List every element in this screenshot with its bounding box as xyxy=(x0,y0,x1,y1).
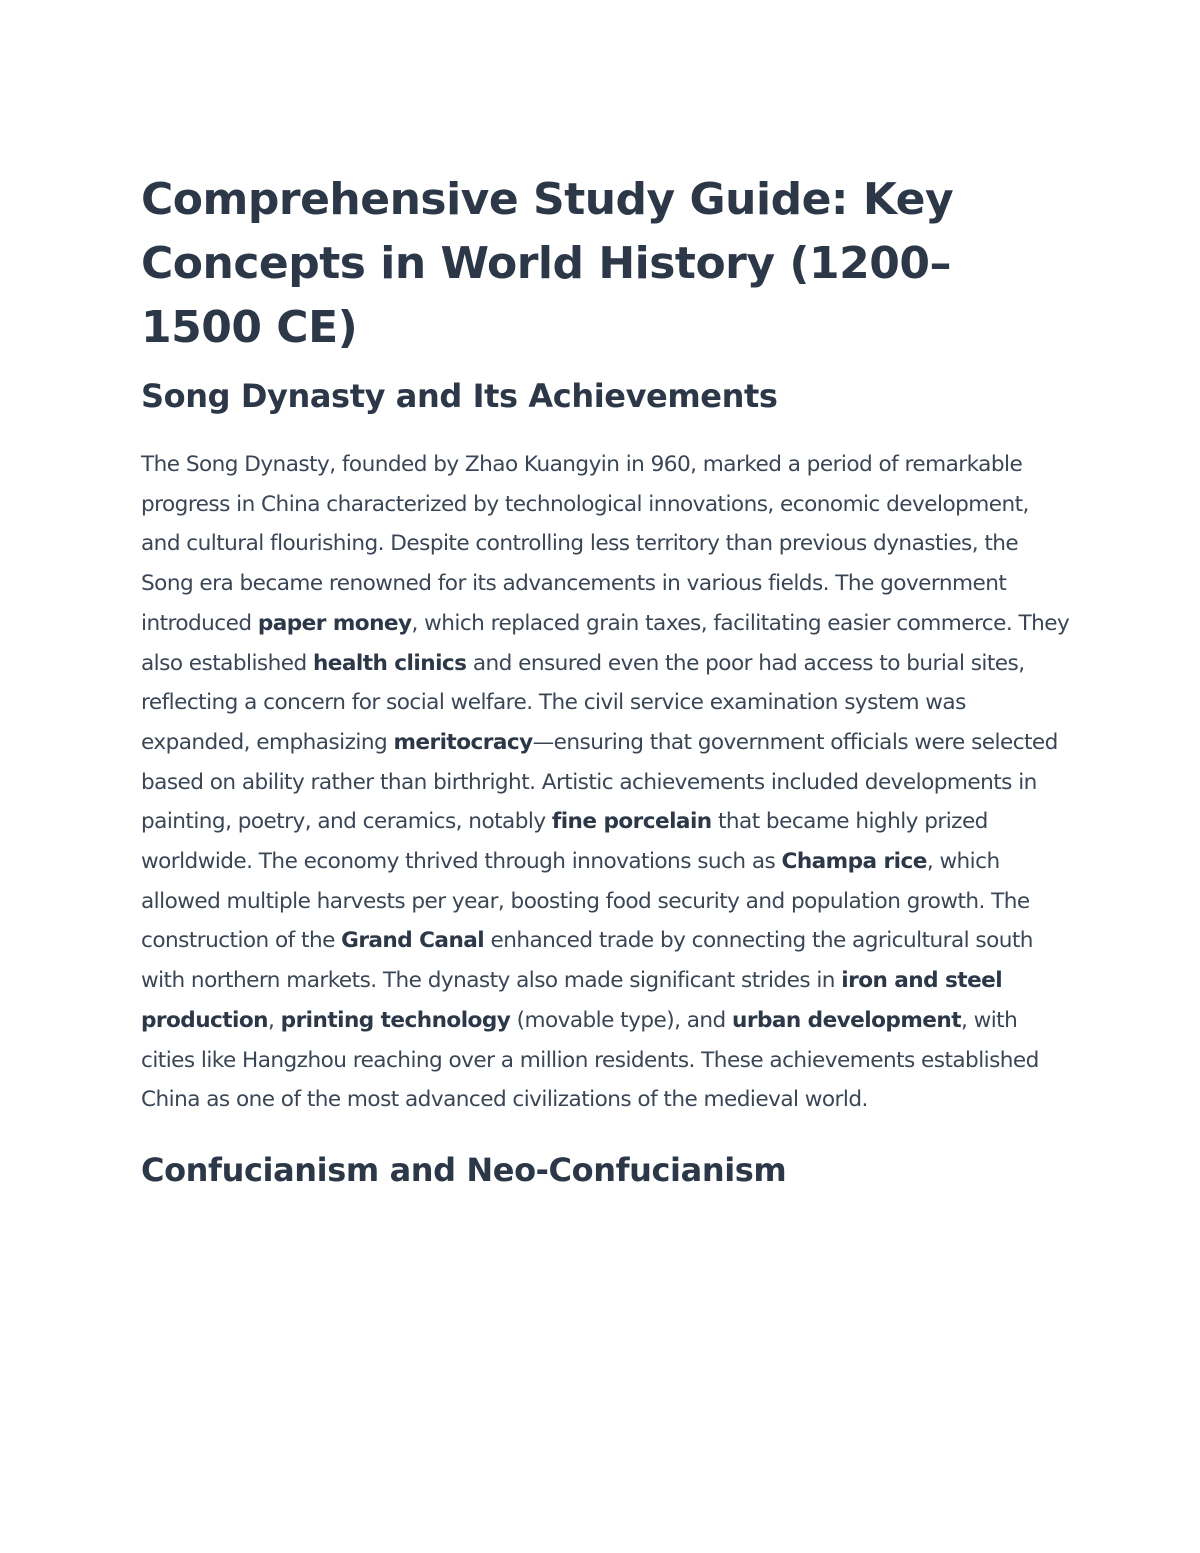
text-run: enhanced trade by connecting the agricultural south with northern markets. The dynasty also made significant strides in xyxy=(141,928,1033,994)
key-term-urban-development: urban development xyxy=(732,1007,961,1033)
key-term-meritocracy: meritocracy xyxy=(393,729,533,755)
text-run: —ensuring that government officials were selected based on ability rather than birthright. Artistic achievements included developments in painting, poetry, and ceramics, notably xyxy=(141,729,1058,835)
key-term-health-clinics: health clinics xyxy=(312,650,467,676)
text-run: , which allowed multiple harvests per year, boosting food security and population growth. The construction of the xyxy=(141,849,1030,954)
text-run: and ensured even the poor had access to burial sites, reflecting a concern for social welfare. The civil service examination system was expanded, emphasizing xyxy=(141,650,1025,755)
document-page xyxy=(141,168,1071,1190)
key-term-champa-rice: Champa rice xyxy=(781,849,927,875)
key-term-printing-technology: printing technology xyxy=(280,1007,511,1033)
section-heading-song-dynasty: Song Dynasty and Its Achievements xyxy=(141,377,778,415)
text-run: The Song Dynasty, founded by Zhao Kuangyin in 960, marked a period of remarkable progress in China characterized by technological innovations, economic development, and cultural flourishing. Despite controlling less territory than previous dynasties, the Song era became renowned for its advancements in various fields. The government introduced xyxy=(141,452,1029,636)
text-run: that became highly prized worldwide. The economy thrived through innovations such as xyxy=(141,809,988,875)
key-term-paper-money: paper money xyxy=(257,610,412,636)
text-run: , with cities like Hangzhou reaching over a million residents. These achievements established China as one of the most advanced civilizations of the medieval world. xyxy=(141,1007,1039,1113)
key-term-grand-canal: Grand Canal xyxy=(341,928,485,954)
song-dynasty-paragraph xyxy=(141,445,1071,1120)
text-run: , xyxy=(268,1007,281,1033)
text-run: , which replaced grain taxes, facilitating easier commerce. They also established xyxy=(141,610,1070,676)
text-run: (movable type), and xyxy=(510,1007,733,1033)
section-heading-confucianism: Confucianism and Neo-Confucianism xyxy=(141,1150,787,1189)
document-title: Comprehensive Study Guide: Key Concepts in World History (1200–1500 CE) xyxy=(141,174,954,353)
key-term-fine-porcelain: fine porcelain xyxy=(551,809,712,835)
key-term-iron-steel: iron and steel production xyxy=(141,968,1003,1033)
